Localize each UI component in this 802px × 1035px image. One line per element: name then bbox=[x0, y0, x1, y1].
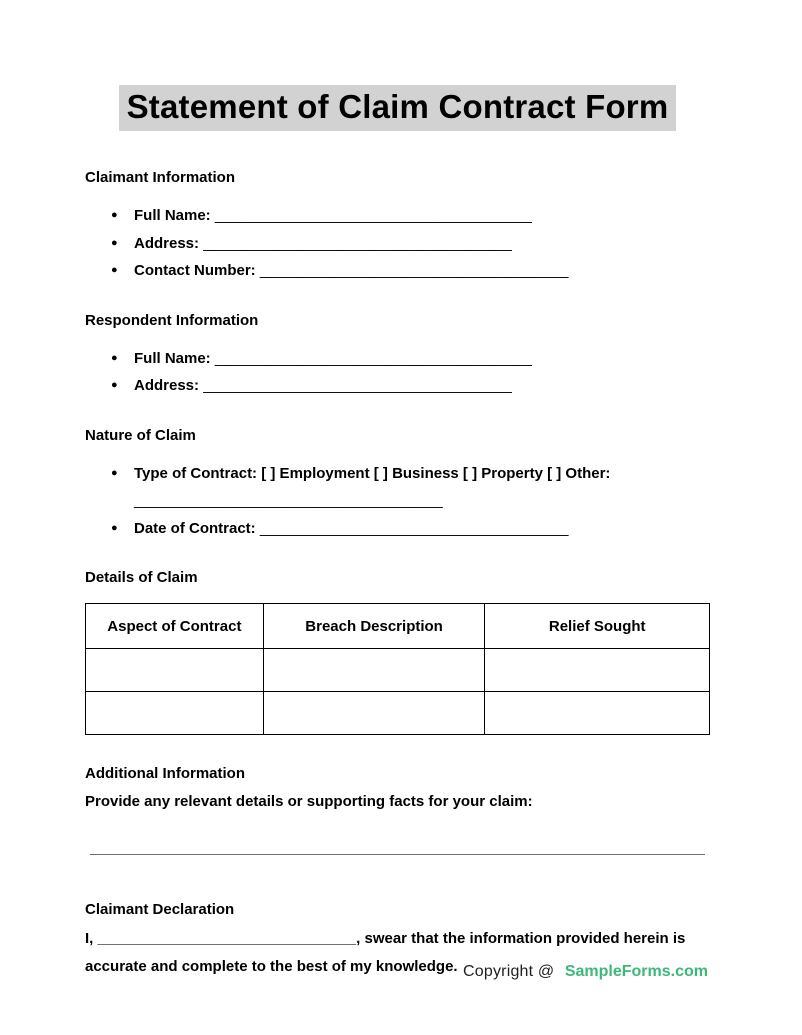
blank-line: ______________________________________ bbox=[214, 349, 532, 367]
table-row bbox=[86, 649, 710, 692]
field-full-name bbox=[111, 202, 710, 230]
write-in-line bbox=[90, 854, 705, 855]
table-cell bbox=[485, 692, 710, 735]
table-header-row bbox=[86, 604, 710, 649]
table-cell bbox=[86, 649, 264, 692]
section-heading-declaration: Claimant Declaration bbox=[85, 901, 235, 918]
field-label: Address: bbox=[134, 234, 200, 252]
footer bbox=[463, 963, 708, 981]
copyright-text: Copyright @ bbox=[463, 963, 555, 980]
field-date-of-contract bbox=[111, 515, 710, 543]
field-full-name bbox=[111, 345, 710, 373]
section-heading-respondent: Respondent Information bbox=[85, 311, 259, 329]
sampleforms-link[interactable]: SampleForms.com bbox=[564, 963, 708, 980]
respondent-field-list bbox=[111, 345, 710, 400]
field-type-of-contract bbox=[111, 460, 710, 515]
blank-line: _____________________________________ bbox=[259, 519, 569, 537]
blank-line: _____________________________________ bbox=[203, 377, 512, 394]
field-label: Full Name: bbox=[134, 349, 211, 367]
additional-information-section bbox=[85, 760, 710, 855]
declaration-start: I, bbox=[85, 930, 94, 947]
field-label: Contact Number: bbox=[134, 262, 256, 279]
nature-field-list bbox=[111, 460, 710, 543]
declaration-end: , swear that the information provided herein is accurate and complete to the best of my knowledge. bbox=[85, 930, 686, 975]
field-address bbox=[111, 230, 710, 258]
field-label: Type of Contract: bbox=[134, 464, 258, 482]
page-title: Statement of Claim Contract Form bbox=[119, 85, 677, 131]
table-header-cell: Breach Description bbox=[263, 604, 485, 649]
section-heading-additional: Additional Information bbox=[85, 765, 245, 782]
field-contact-number bbox=[111, 257, 710, 285]
table-cell bbox=[485, 649, 710, 692]
blank-line: _____________________________________ bbox=[134, 492, 443, 509]
claim-table bbox=[85, 603, 710, 735]
blank-line: _____________________________________ bbox=[259, 262, 569, 279]
contract-type-options: [ ] Employment [ ] Business [ ] Property [ ] Other: bbox=[261, 464, 611, 482]
table-row bbox=[86, 692, 710, 735]
field-label: Address: bbox=[134, 377, 200, 394]
table-header-cell: Aspect of Contract bbox=[86, 604, 264, 649]
blank-line: _____________________________________ bbox=[203, 234, 512, 252]
field-label: Full Name: bbox=[134, 207, 211, 224]
table-cell bbox=[263, 649, 485, 692]
blank-line: ______________________________________ bbox=[214, 207, 532, 224]
section-heading-nature: Nature of Claim bbox=[85, 426, 196, 444]
table-cell bbox=[86, 692, 264, 735]
table-cell bbox=[263, 692, 485, 735]
table-header-cell: Relief Sought bbox=[485, 604, 710, 649]
claimant-field-list bbox=[111, 202, 710, 285]
additional-prompt: Provide any relevant details or supporting facts for your claim: bbox=[85, 793, 533, 810]
section-heading-claimant: Claimant Information bbox=[85, 169, 236, 186]
field-address bbox=[111, 372, 710, 400]
blank-line: _______________________________ bbox=[97, 930, 357, 947]
title-wrap bbox=[75, 85, 720, 131]
section-heading-details: Details of Claim bbox=[85, 569, 198, 586]
field-label: Date of Contract: bbox=[134, 519, 256, 537]
